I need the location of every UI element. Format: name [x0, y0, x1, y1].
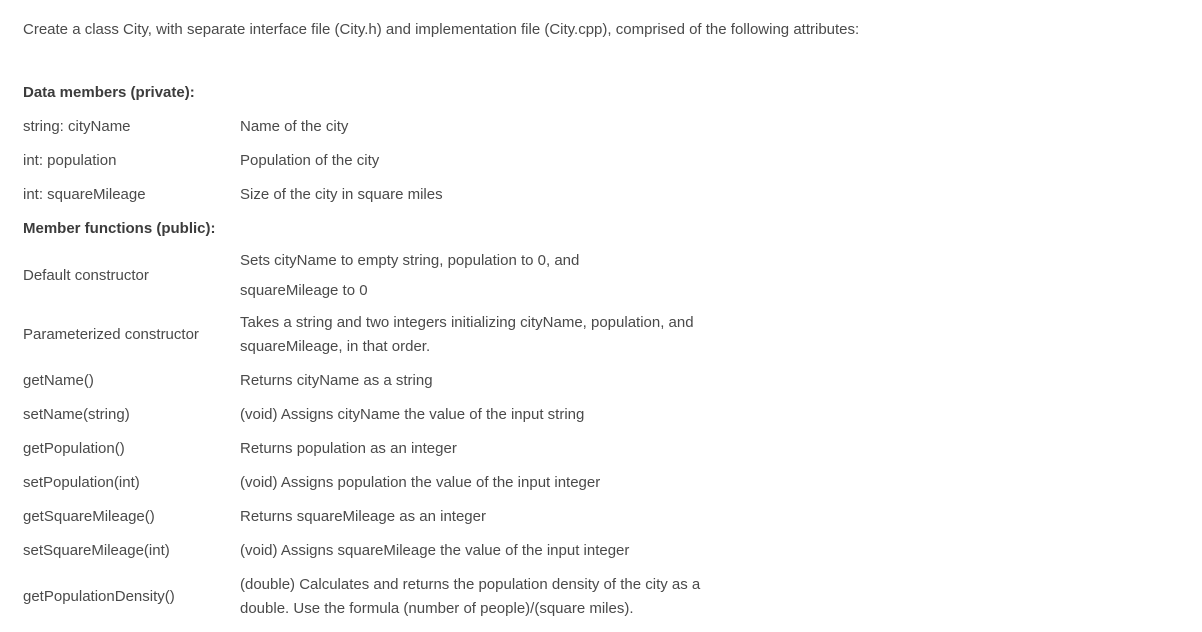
- table-row: [23, 178, 760, 212]
- function-name: Default constructor: [23, 267, 149, 284]
- member-name: int: squareMileage: [23, 186, 146, 203]
- function-description-line: double. Use the formula (number of people)/(square miles).: [240, 600, 634, 617]
- function-description-line: squareMileage, in that order.: [240, 338, 431, 355]
- function-name: Parameterized constructor: [23, 326, 199, 343]
- function-description: [240, 246, 760, 306]
- attributes-table: [23, 76, 760, 626]
- table-row: [23, 432, 760, 466]
- function-description: (void) Assigns population the value of the input integer: [240, 474, 601, 491]
- table-row: [23, 306, 760, 364]
- data-members-heading: Data members (private):: [23, 84, 195, 101]
- member-name: int: population: [23, 152, 117, 169]
- table-row: [23, 534, 760, 568]
- table-row: [23, 110, 760, 144]
- member-description: Name of the city: [240, 118, 349, 135]
- function-name: setName(string): [23, 406, 130, 423]
- table-row: [23, 364, 760, 398]
- function-name: setSquareMileage(int): [23, 542, 170, 559]
- function-name: getSquareMileage(): [23, 508, 155, 525]
- function-name: setPopulation(int): [23, 474, 140, 491]
- member-description: Population of the city: [240, 152, 380, 169]
- function-description: [240, 568, 760, 626]
- section-heading-member-functions: [23, 212, 760, 246]
- function-description-line: Takes a string and two integers initializing cityName, population, and: [240, 314, 694, 331]
- function-name: getName(): [23, 372, 94, 389]
- table-row: [23, 398, 760, 432]
- function-description: Returns squareMileage as an integer: [240, 508, 486, 525]
- function-description-line: Sets cityName to empty string, population to 0, and: [240, 252, 580, 269]
- function-description: (void) Assigns cityName the value of the input string: [240, 406, 585, 423]
- member-name: string: cityName: [23, 118, 131, 135]
- table-row: [23, 144, 760, 178]
- table-row: [23, 246, 760, 306]
- section-heading-data-members: [23, 76, 760, 110]
- function-description-line: squareMileage to 0: [240, 282, 368, 299]
- member-functions-heading: Member functions (public):: [23, 220, 216, 237]
- function-name: getPopulation(): [23, 440, 125, 457]
- table-row: [23, 568, 760, 626]
- function-description: [240, 306, 760, 364]
- member-description: Size of the city in square miles: [240, 186, 443, 203]
- table-row: [23, 500, 760, 534]
- function-description-line: (double) Calculates and returns the population density of the city as a: [240, 576, 701, 593]
- function-description: Returns cityName as a string: [240, 372, 433, 389]
- table-row: [23, 466, 760, 500]
- function-name: getPopulationDensity(): [23, 588, 175, 605]
- intro-text: Create a class City, with separate interface file (City.h) and implementation file (City.cpp), comprised of the following attributes:: [23, 21, 860, 38]
- function-description: Returns population as an integer: [240, 440, 457, 457]
- function-description: (void) Assigns squareMileage the value of the input integer: [240, 542, 630, 559]
